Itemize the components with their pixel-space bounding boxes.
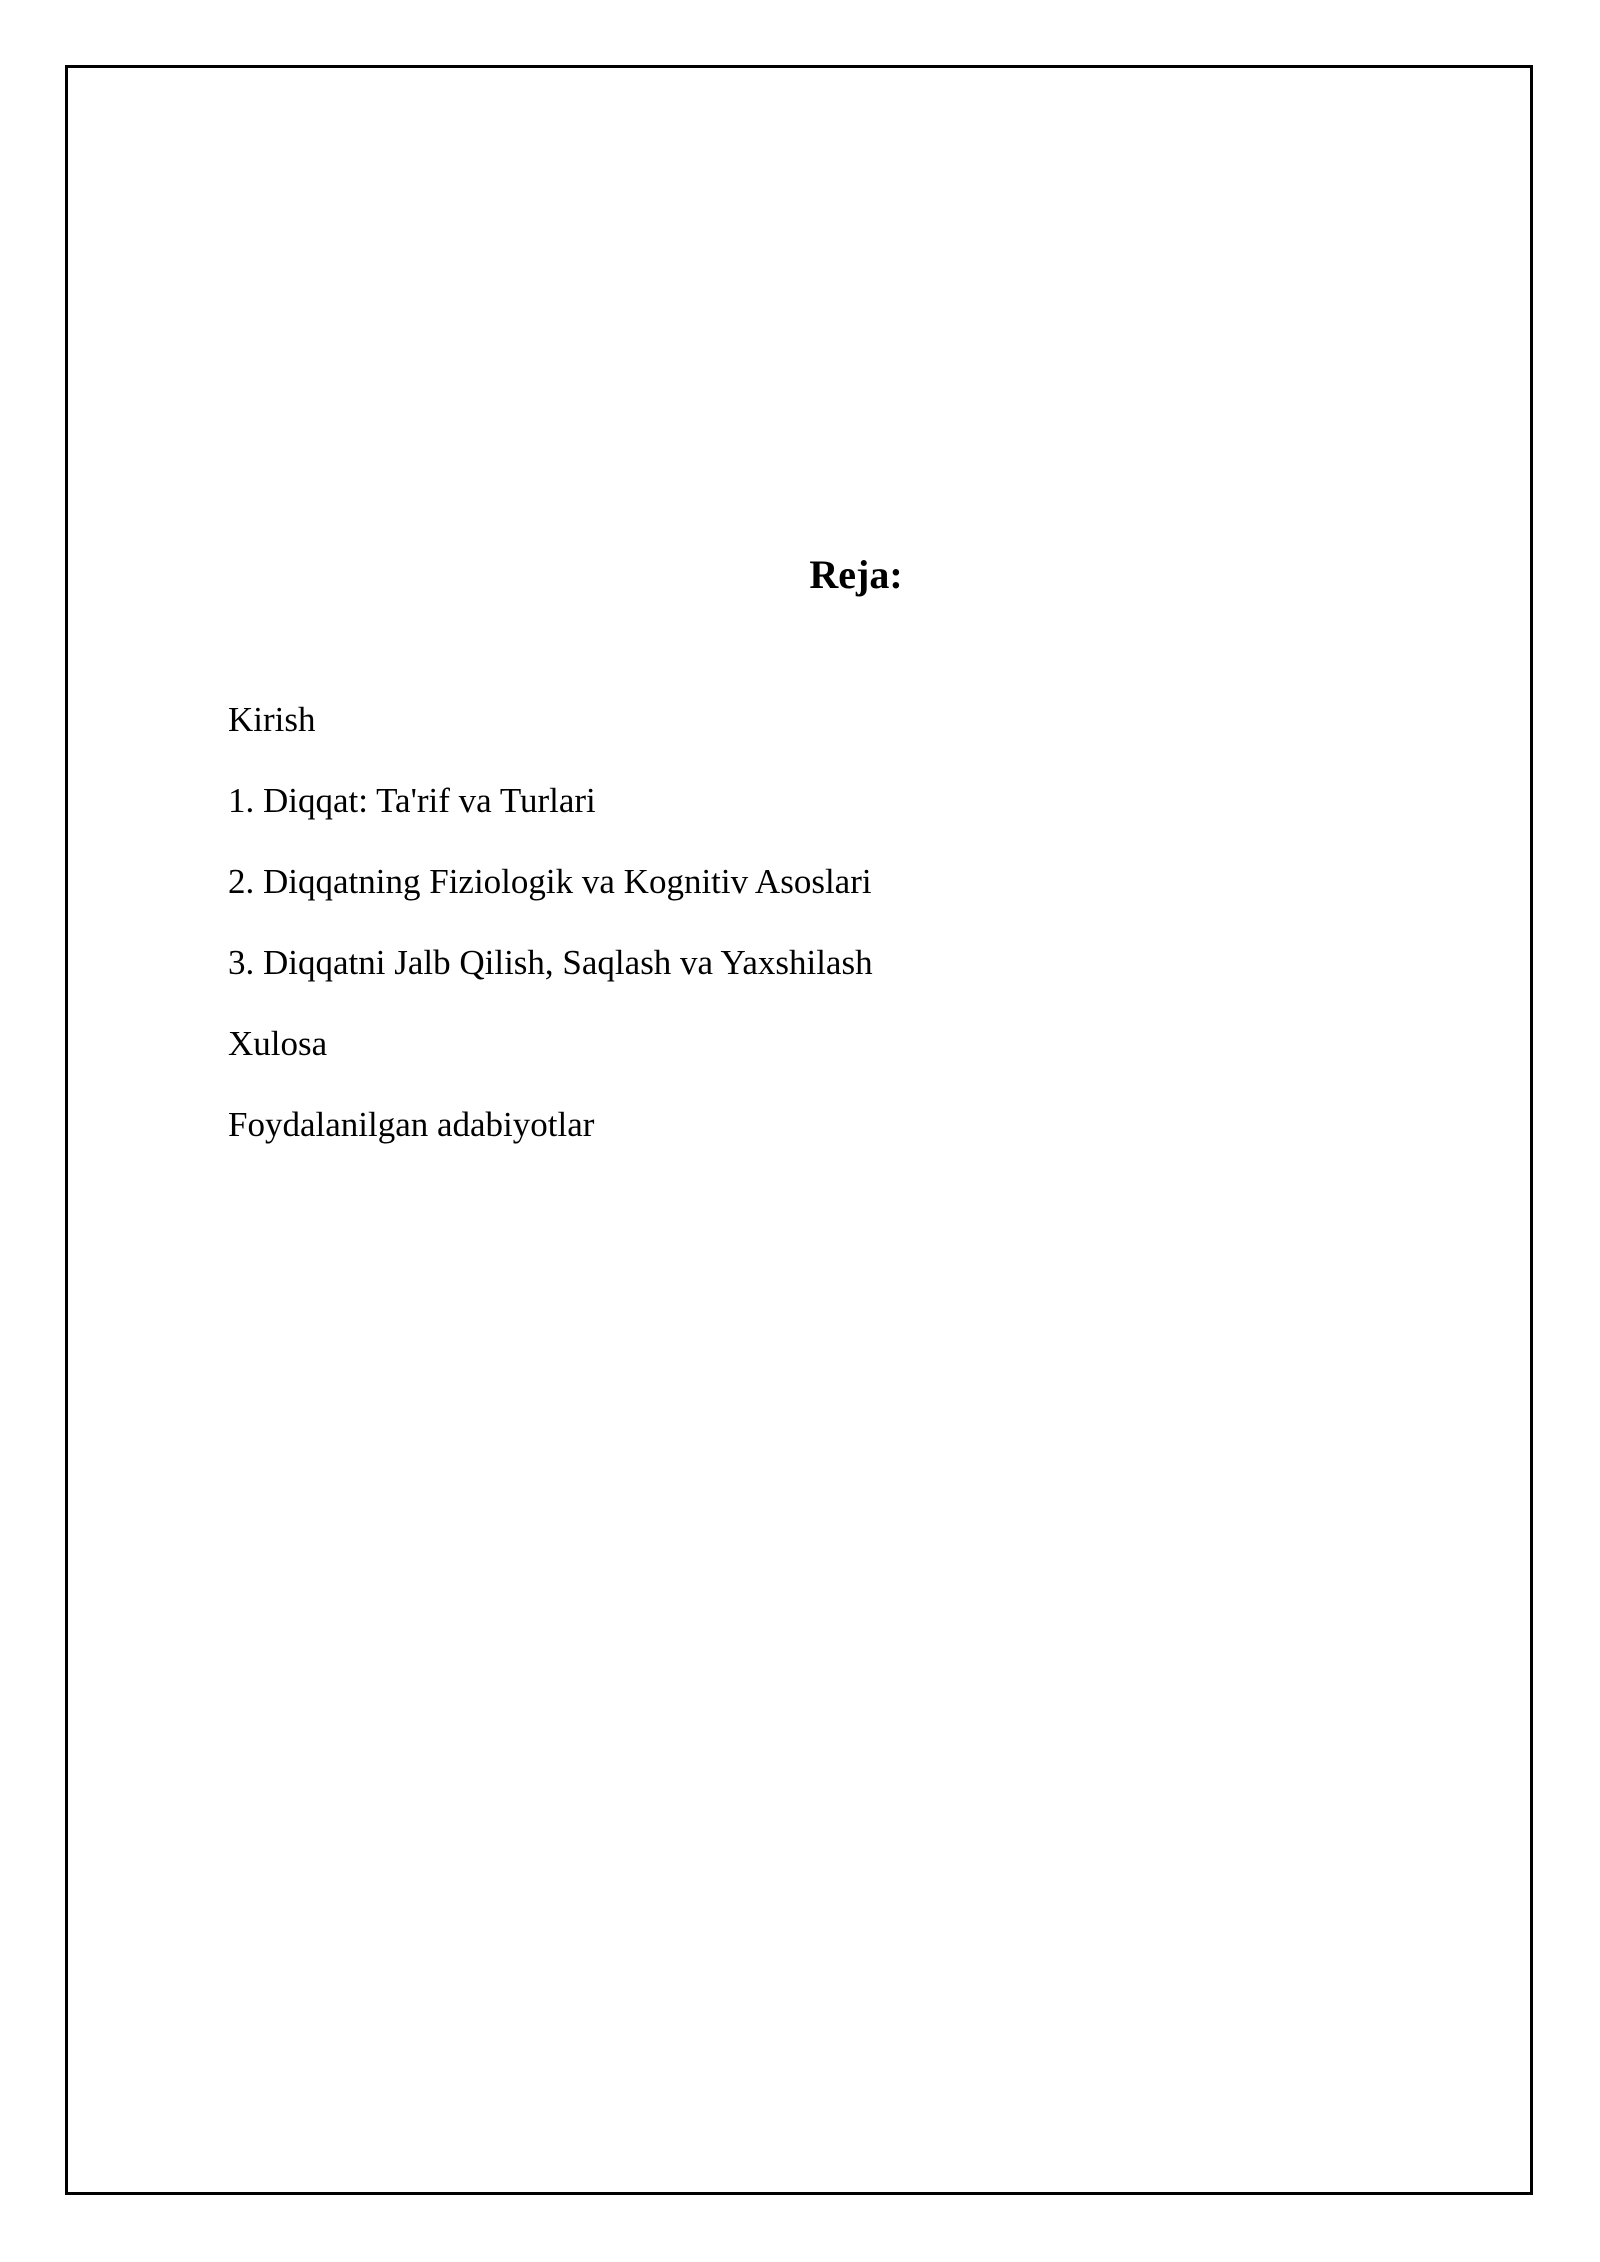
- toc-item-xulosa: Xulosa: [228, 1024, 328, 1063]
- table-of-contents: [228, 695, 873, 1181]
- toc-item-3: 3. Diqqatni Jalb Qilish, Saqlash va Yaxshilash: [228, 943, 873, 982]
- toc-item-adabiyotlar: Foydalanilgan adabiyotlar: [228, 1105, 595, 1144]
- page-title: Reja:: [809, 552, 903, 597]
- toc-item-1: 1. Diqqat: Ta'rif va Turlari: [228, 781, 596, 820]
- toc-item-2: 2. Diqqatning Fiziologik va Kognitiv Asoslari: [228, 862, 872, 901]
- toc-item-kirish: Kirish: [228, 700, 316, 739]
